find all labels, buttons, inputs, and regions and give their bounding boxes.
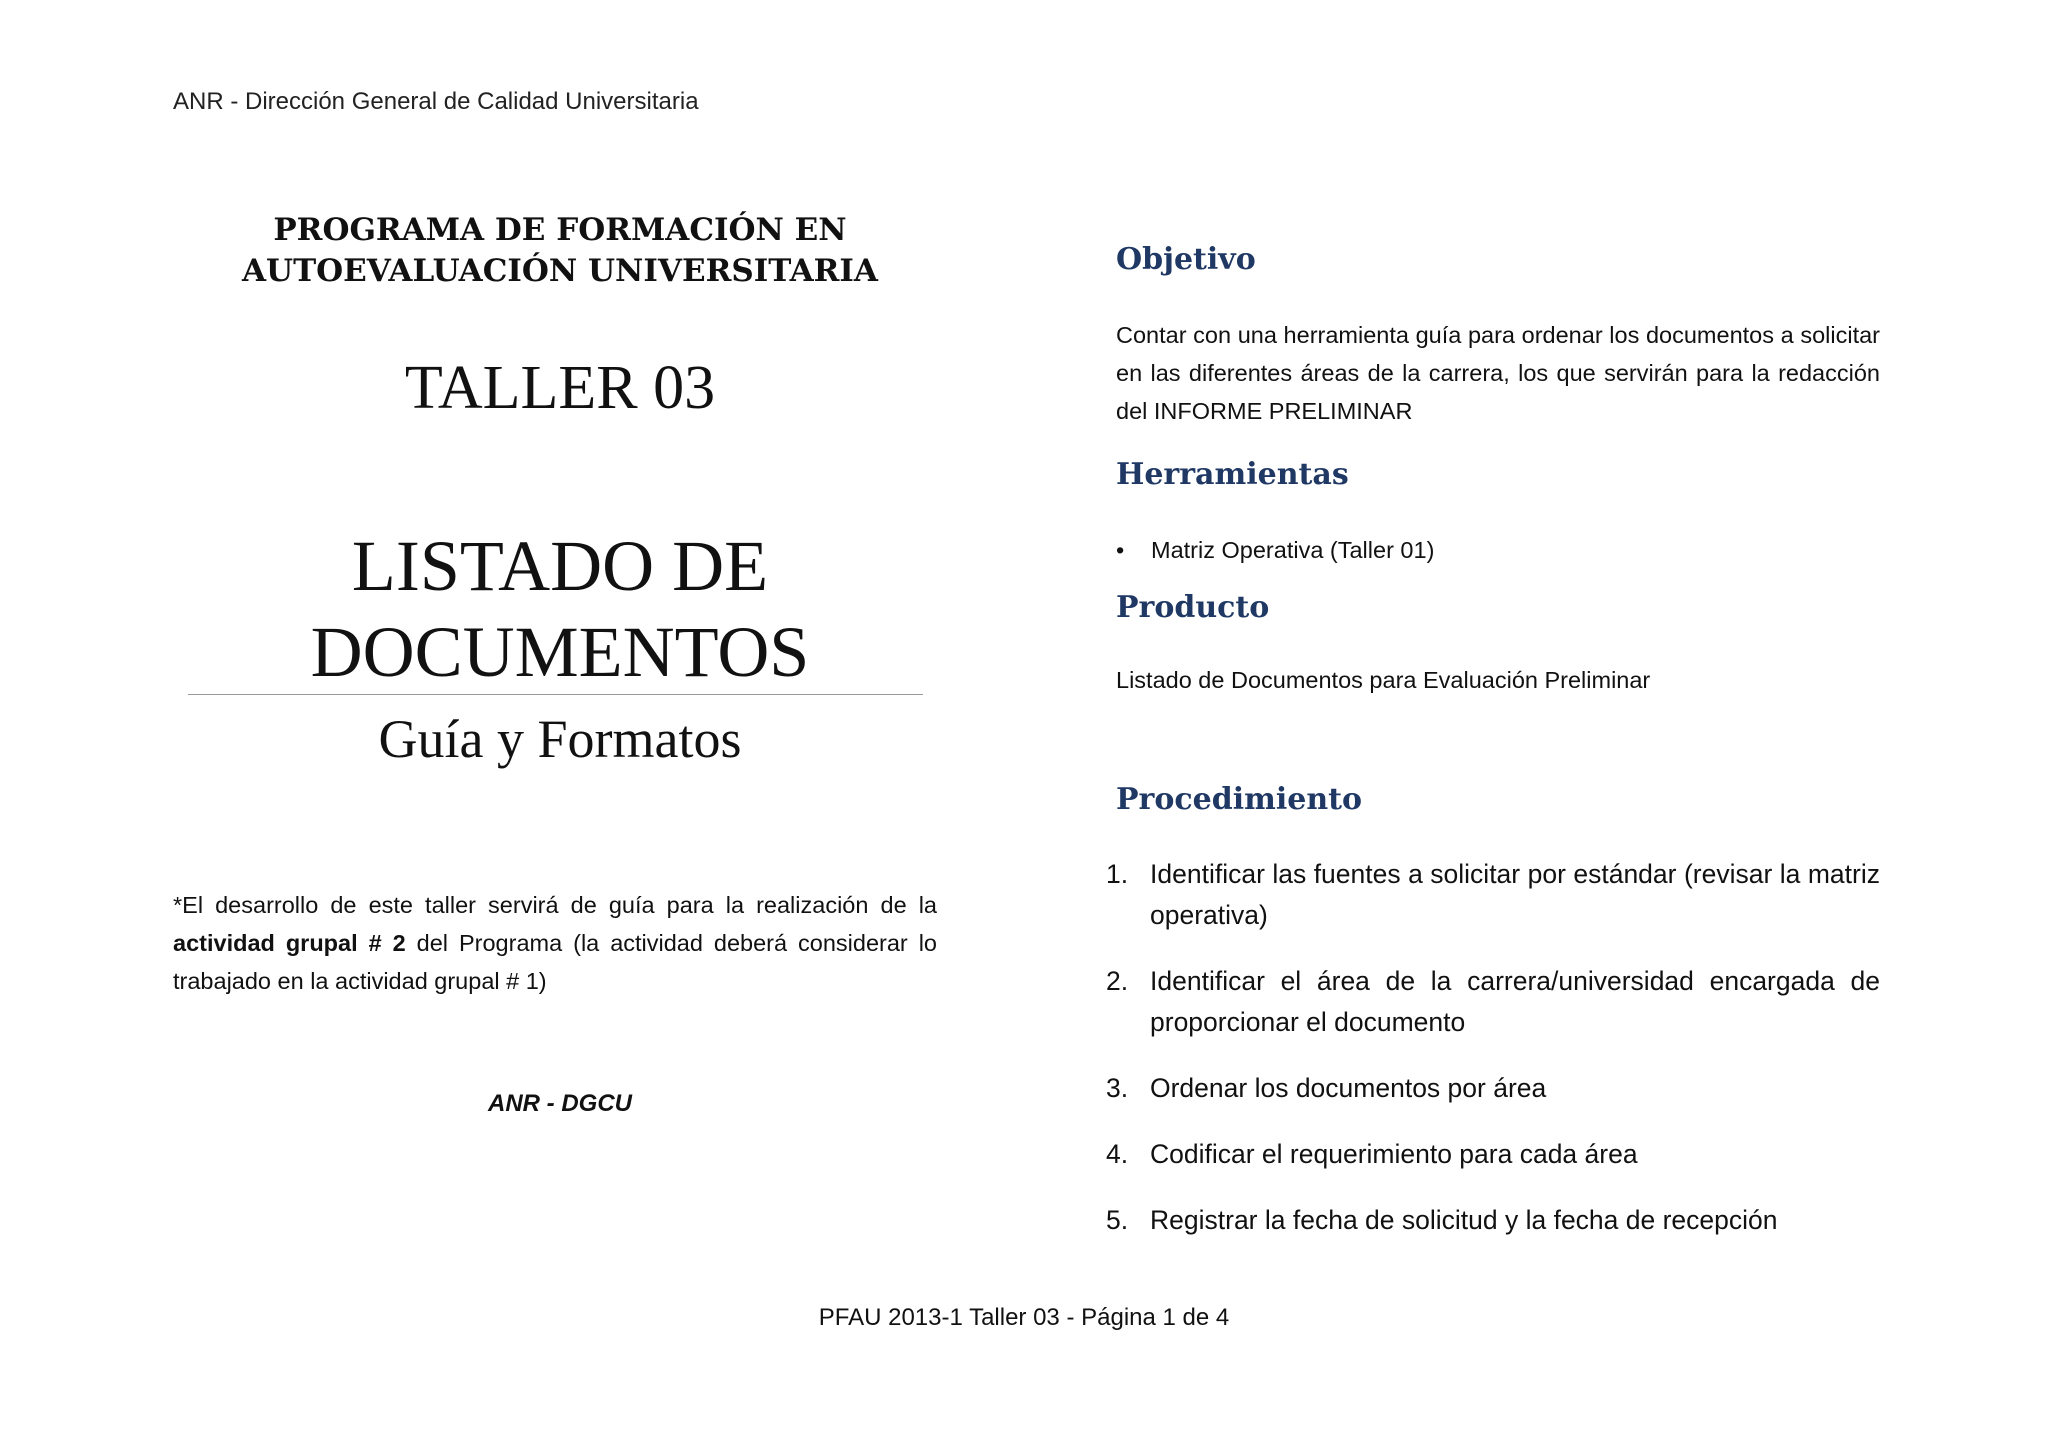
- procedimiento-heading: Procedimiento: [1116, 782, 1363, 817]
- program-title: [190, 210, 930, 292]
- title-divider: [188, 694, 923, 695]
- workshop-note-text-1: *El desarrollo de este taller servirá de guía para la realización de la: [173, 892, 937, 918]
- procedimiento-steps: [1106, 854, 1880, 1266]
- step-text: Identificar las fuentes a solicitar por estándar (revisar la matriz operativa): [1150, 859, 1880, 930]
- author-signature: ANR - DGCU: [488, 1090, 632, 1117]
- step-number: 2.: [1106, 966, 1129, 996]
- workshop-note-bold: actividad grupal # 2: [173, 930, 406, 956]
- program-title-line-1: PROGRAMA DE FORMACIÓN EN: [273, 212, 847, 248]
- page-header: ANR - Dirección General de Calidad Universitaria: [173, 88, 699, 115]
- step-number: 1.: [1106, 859, 1129, 889]
- document-title: [190, 523, 930, 695]
- producto-text: Listado de Documentos para Evaluación Preliminar: [1116, 667, 1651, 693]
- bullet-icon: •: [1116, 537, 1125, 563]
- procedure-step: [1106, 854, 1880, 936]
- step-text: Ordenar los documentos por área: [1150, 1073, 1547, 1103]
- step-text: Identificar el área de la carrera/universidad encargada de proporcionar el documento: [1150, 966, 1880, 1037]
- step-text: Registrar la fecha de solicitud y la fecha de recepción: [1150, 1205, 1778, 1235]
- workshop-note-text-2: del Programa (la actividad deberá considerar lo trabajado en la actividad grupal # 1): [173, 930, 938, 994]
- objetivo-text: Contar con una herramienta guía para ordenar los documentos a solicitar en las diferentes áreas de la carrera, los que servirán para la redacción del INFORME PRELIMINAR: [1116, 322, 1880, 424]
- herramientas-list-item: [1116, 535, 1434, 565]
- page-footer: PFAU 2013-1 Taller 03 - Página 1 de 4: [818, 1304, 1230, 1331]
- procedure-step: [1106, 1200, 1880, 1241]
- procedure-step: [1106, 961, 1880, 1043]
- workshop-note: [173, 886, 937, 1000]
- herramientas-item-label: Matriz Operativa (Taller 01): [1151, 537, 1435, 563]
- document-title-line-2: DOCUMENTOS: [310, 612, 810, 692]
- step-number: 5.: [1106, 1205, 1129, 1235]
- step-text: Codificar el requerimiento para cada área: [1150, 1139, 1638, 1169]
- step-number: 3.: [1106, 1073, 1129, 1103]
- program-title-line-2: AUTOEVALUACIÓN UNIVERSITARIA: [242, 253, 878, 289]
- procedure-step: [1106, 1134, 1880, 1175]
- document-title-line-1: LISTADO DE: [351, 526, 769, 606]
- producto-heading: Producto: [1116, 590, 1270, 625]
- objetivo-heading: Objetivo: [1116, 242, 1256, 277]
- document-subtitle: Guía y Formatos: [378, 709, 742, 769]
- procedure-step: [1106, 1068, 1880, 1109]
- step-number: 4.: [1106, 1139, 1129, 1169]
- workshop-number: TALLER 03: [404, 354, 716, 422]
- herramientas-heading: Herramientas: [1116, 457, 1349, 492]
